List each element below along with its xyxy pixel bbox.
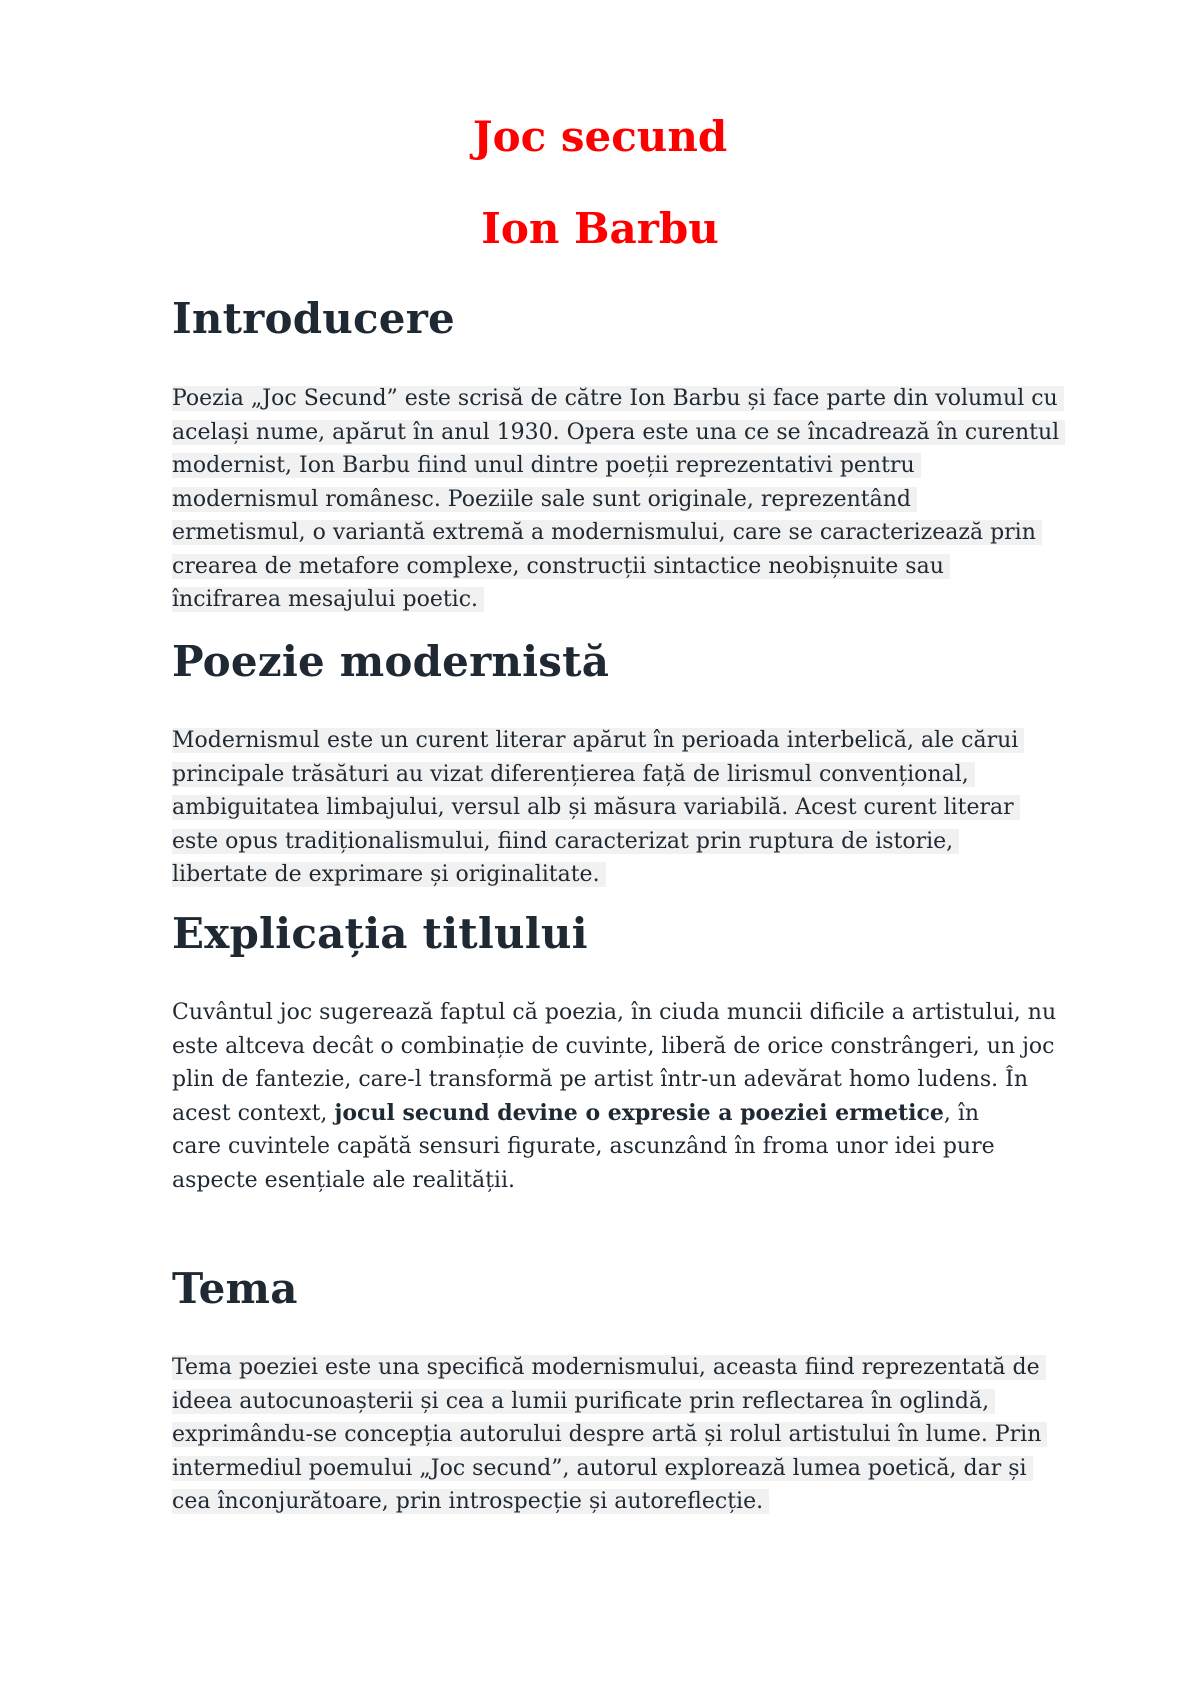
paragraph-line: același nume, apărut în anul 1930. Opera este una ce se încadrează în curentul: [172, 420, 1065, 445]
paragraph-line: aspecte esențiale ale realității.: [172, 1167, 515, 1193]
paragraph-line: ermetismul, o variantă extremă a modernismului, care se caracterizează prin: [172, 520, 1042, 545]
paragraph-line: cea înconjurătoare, prin introspecție și autoreflecție.: [172, 1489, 769, 1514]
paragraph-line: ambiguitatea limbajului, versul alb și măsura variabilă. Acest curent literar: [172, 795, 1020, 820]
paragraph-line: modernist, Ion Barbu fiind unul dintre poeții reprezentativi pentru: [172, 453, 921, 478]
paragraph-line: intermediul poemului „Joc secund”, autorul explorează lumea poetică, dar și: [172, 1456, 1033, 1481]
section-heading-poezie-modernista: Poezie modernistă: [172, 637, 610, 686]
paragraph-line: încifrarea mesajului poetic.: [172, 587, 484, 612]
paragraph-line: [172, 1097, 1132, 1131]
paragraph-line: principale trăsături au vizat diferențierea față de lirismul convențional,: [172, 762, 975, 787]
section-paragraph-introducere: [172, 382, 1132, 617]
paragraph-line: Modernismul este un curent literar apărut în perioada interbelică, ale cărui: [172, 728, 1024, 753]
section-heading-introducere: Introducere: [172, 294, 455, 343]
paragraph-line: Cuvântul joc sugerează faptul că poezia, în ciuda muncii dificile a artistului, nu: [172, 1000, 1057, 1025]
paragraph-line: care cuvintele capătă sensuri figurate, ascunzând în froma unor idei pure: [172, 1134, 995, 1159]
section-paragraph-explicatia-titlului: [172, 996, 1132, 1197]
paragraph-line: Tema poeziei este una specifică modernismului, aceasta fiind reprezentată de: [172, 1355, 1046, 1380]
document-author: Ion Barbu: [481, 204, 719, 253]
emphasized-phrase: jocul secund devine o expresie a poeziei ermetice: [334, 1099, 944, 1126]
paragraph-line: ideea autocunoașterii și cea a lumii purificate prin reflectarea în oglindă,: [172, 1389, 995, 1414]
paragraph-line: exprimându-se concepția autorului despre artă și rolul artistului în lume. Prin: [172, 1422, 1047, 1447]
paragraph-line: libertate de exprimare și originalitate.: [172, 862, 606, 887]
paragraph-line: crearea de metafore complexe, construcții sintactice neobișnuite sau: [172, 554, 950, 579]
paragraph-line: este opus tradiționalismului, fiind caracterizat prin ruptura de istorie,: [172, 829, 959, 854]
paragraph-line: Poezia „Joc Secund” este scrisă de către Ion Barbu și face parte din volumul cu: [172, 386, 1064, 411]
line-text-before: acest context,: [172, 1100, 335, 1126]
paragraph-line: este altceva decât o combinație de cuvinte, liberă de orice constrângeri, un joc: [172, 1033, 1055, 1059]
section-paragraph-tema: [172, 1351, 1132, 1519]
document-title: Joc secund: [472, 112, 728, 161]
paragraph-line: plin de fantezie, care-l transformă pe artist într-un adevărat homo ludens. În: [172, 1067, 1028, 1092]
section-heading-explicatia-titlului: Explicația titlului: [172, 909, 588, 958]
paragraph-line: modernismul românesc. Poeziile sale sunt originale, reprezentând: [172, 487, 917, 512]
section-paragraph-poezie-modernista: [172, 724, 1132, 892]
section-heading-tema: Tema: [172, 1264, 298, 1313]
line-text-after: , în: [943, 1100, 980, 1126]
